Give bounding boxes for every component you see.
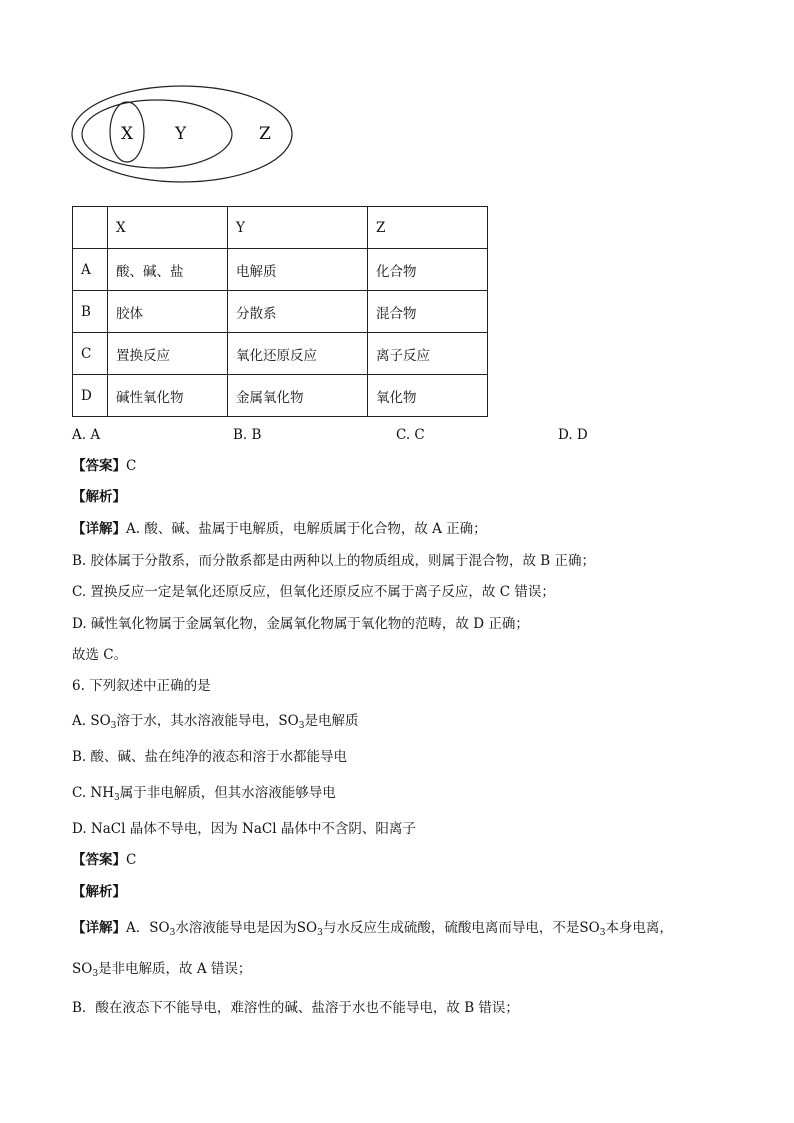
text: 溶于水，其水溶液能导电，SO bbox=[116, 713, 299, 729]
q6-detail-line-b: B．酸在液态下不能导电，难溶性的碱、盐溶于水也不能导电，故 B 错误； bbox=[72, 1000, 519, 1016]
middle-ellipse-y bbox=[82, 100, 232, 168]
subscript: 3 bbox=[110, 721, 117, 731]
q5-option-b: B. B bbox=[233, 427, 262, 443]
q5-detail-line-c: C. 置换反应一定是氧化还原反应，但氧化还原反应不属于离子反应，故 C 错误； bbox=[72, 584, 555, 600]
text: 是电解质 bbox=[304, 713, 359, 729]
q5-detail-line-b: B. 胶体属于分散系，而分散系都是由两种以上的物质组成，则属于混合物，故 B 正确； bbox=[72, 553, 596, 569]
text: 属于非电解质，但其水溶液能够导电 bbox=[119, 785, 336, 801]
q6-option-a bbox=[72, 712, 358, 730]
table-cell: 置换反应 bbox=[108, 333, 228, 375]
table-header-row bbox=[73, 207, 488, 249]
table-cell: 酸、碱、盐 bbox=[108, 249, 228, 291]
q5-option-c: C. C bbox=[396, 427, 425, 443]
subscript: 3 bbox=[317, 928, 323, 938]
table-cell: 碱性氧化物 bbox=[108, 375, 228, 417]
text: 本身电离， bbox=[605, 920, 673, 936]
table-row bbox=[73, 333, 488, 375]
text: C. NH bbox=[72, 785, 115, 801]
label-y: Y bbox=[175, 124, 187, 144]
table-row bbox=[73, 291, 488, 333]
text: SO bbox=[72, 961, 93, 977]
subscript: 3 bbox=[599, 928, 606, 938]
label-z: Z bbox=[259, 124, 271, 144]
table-cell: 胶体 bbox=[108, 291, 228, 333]
q6-option-c bbox=[72, 784, 336, 802]
answer-value: C bbox=[126, 852, 137, 868]
text: A. SO bbox=[72, 713, 111, 729]
answer-value: C bbox=[126, 458, 137, 474]
q6-option-d: D. NaCl 晶体不导电，因为 NaCl 晶体中不含阴、阳离子 bbox=[72, 821, 416, 837]
table-cell: Z bbox=[368, 207, 488, 249]
table-cell: 金属氧化物 bbox=[228, 375, 368, 417]
q5-conclusion: 故选 C。 bbox=[72, 647, 128, 663]
table-cell: 氧化物 bbox=[368, 375, 488, 417]
text: 与水反应生成硫酸，硫酸电离而导电，不是SO bbox=[322, 920, 600, 936]
table-cell: 化合物 bbox=[368, 249, 488, 291]
q6-detail-line-a-cont bbox=[72, 960, 251, 978]
subscript: 3 bbox=[92, 969, 99, 979]
answer-tag: 【答案】 bbox=[72, 852, 126, 868]
venn-diagram bbox=[70, 84, 300, 186]
label-x: X bbox=[121, 124, 134, 144]
subscript: 3 bbox=[298, 721, 305, 731]
table-cell: C bbox=[73, 333, 108, 375]
q5-detail-line-d: D. 碱性氧化物属于金属氧化物，金属氧化物属于氧化物的范畴，故 D 正确； bbox=[72, 616, 529, 632]
table-row bbox=[73, 249, 488, 291]
text: A．SO bbox=[126, 920, 170, 936]
table-cell: 氧化还原反应 bbox=[228, 333, 368, 375]
q6-stem: 6. 下列叙述中正确的是 bbox=[72, 678, 211, 694]
table-cell: 电解质 bbox=[228, 249, 368, 291]
table-cell: B bbox=[73, 291, 108, 333]
text: 是非电解质，故 A 错误； bbox=[98, 961, 252, 977]
classification-table bbox=[72, 206, 488, 417]
q5-option-a: A. A bbox=[72, 427, 101, 443]
subscript: 3 bbox=[114, 793, 120, 803]
q5-answer bbox=[72, 457, 136, 475]
detail-tag: 【详解】 bbox=[72, 920, 126, 936]
detail-tag: 【详解】 bbox=[72, 521, 126, 537]
q6-option-b: B. 酸、碱、盐在纯净的液态和溶于水都能导电 bbox=[72, 749, 348, 765]
text: 水溶液能导电是因为SO bbox=[175, 920, 318, 936]
q6-answer bbox=[72, 851, 136, 869]
table-cell bbox=[73, 207, 108, 249]
table-cell: D bbox=[73, 375, 108, 417]
q5-option-d: D. D bbox=[558, 427, 588, 443]
subscript: 3 bbox=[169, 928, 176, 938]
q6-analysis-tag: 【解析】 bbox=[72, 884, 126, 900]
table-cell: A bbox=[73, 249, 108, 291]
q6-detail-line-a bbox=[72, 919, 673, 937]
table-cell: X bbox=[108, 207, 228, 249]
table-cell: 分散系 bbox=[228, 291, 368, 333]
q5-analysis-tag: 【解析】 bbox=[72, 489, 126, 505]
detail-text: A. 酸、碱、盐属于电解质，电解质属于化合物，故 A 正确； bbox=[126, 521, 487, 537]
table-cell: Y bbox=[228, 207, 368, 249]
answer-tag: 【答案】 bbox=[72, 458, 126, 474]
q5-detail-line-a bbox=[72, 520, 487, 538]
table-row bbox=[73, 375, 488, 417]
table-cell: 混合物 bbox=[368, 291, 488, 333]
table-cell: 离子反应 bbox=[368, 333, 488, 375]
